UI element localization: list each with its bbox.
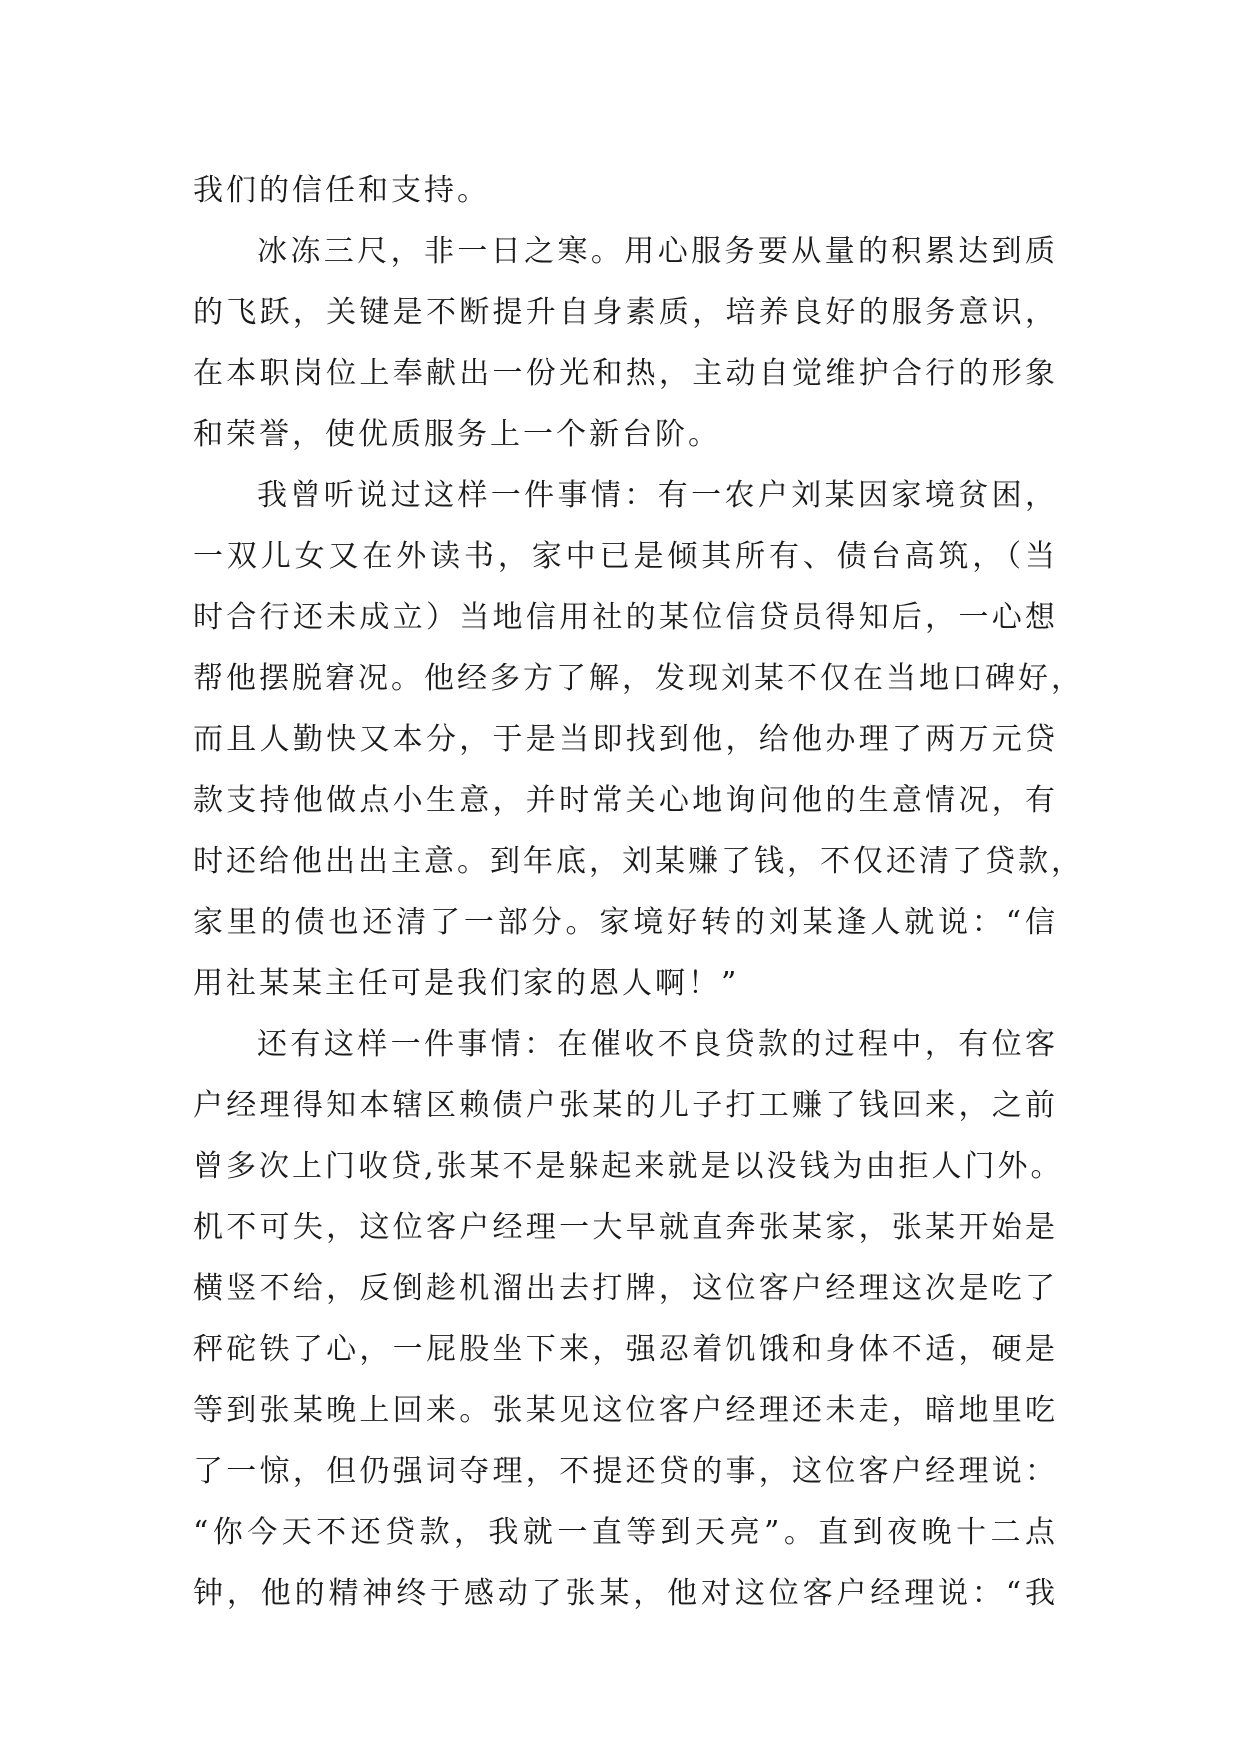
text-line: 一双儿女又在外读书，家中已是倾其所有、债台高筑，（当: [193, 539, 1058, 574]
text-line: 帮他摆脱窘况。他经多方了解，发现刘某不仅在当地口碑好，: [193, 661, 1084, 696]
text-line: 等到张某晚上回来。张某见这位客户经理还未走，暗地里吃: [193, 1393, 1058, 1428]
text-line: 秤砣铁了心，一屁股坐下来，强忍着饥饿和身体不适，硬是: [193, 1332, 1058, 1367]
text-line: 的飞跃，关键是不断提升自身素质，培养良好的服务意识，: [193, 295, 1058, 330]
text-line: 了一惊，但仍强词夺理，不提还贷的事，这位客户经理说：: [193, 1454, 1058, 1489]
text-line: 冰冻三尺，非一日之寒。用心服务要从量的积累达到质: [257, 234, 1058, 269]
text-line: 还有这样一件事情：在催收不良贷款的过程中，有位客: [257, 1027, 1058, 1062]
text-line: 家里的债也还清了一部分。家境好转的刘某逢人就说：“信: [193, 905, 1058, 940]
document-body: [193, 160, 1084, 1624]
text-line: 机不可失，这位客户经理一大早就直奔张某家，张某开始是: [193, 1210, 1058, 1245]
text-line: 和荣誉，使优质服务上一个新台阶。: [193, 417, 721, 452]
text-line: 曾多次上门收贷,张某不是躲起来就是以没钱为由拒人门外。: [193, 1149, 1064, 1184]
text-line: 时还给他出出主意。到年底，刘某赚了钱，不仅还清了贷款，: [193, 844, 1084, 879]
text-line: 我曾听说过这样一件事情：有一农户刘某因家境贫困，: [257, 478, 1058, 513]
text-line: 款支持他做点小生意，并时常关心地询问他的生意情况，有: [193, 783, 1058, 818]
text-line: 户经理得知本辖区赖债户张某的儿子打工赚了钱回来，之前: [193, 1088, 1058, 1123]
text-line: 时合行还未成立）当地信用社的某位信贷员得知后，一心想: [193, 600, 1058, 635]
text-line: 横竖不给，反倒趁机溜出去打牌，这位客户经理这次是吃了: [193, 1271, 1058, 1306]
text-line: 用社某某主任可是我们家的恩人啊！”: [193, 966, 740, 1001]
text-line: 而且人勤快又本分，于是当即找到他，给他办理了两万元贷: [193, 722, 1058, 757]
text-line: 我们的信任和支持。: [193, 173, 490, 208]
text-line: 钟，他的精神终于感动了张某，他对这位客户经理说：“我: [193, 1576, 1058, 1611]
text-line: 在本职岗位上奉献出一份光和热，主动自觉维护合行的形象: [193, 356, 1058, 391]
text-line: “你今天不还贷款，我就一直等到天亮”。直到夜晚十二点: [193, 1515, 1058, 1550]
